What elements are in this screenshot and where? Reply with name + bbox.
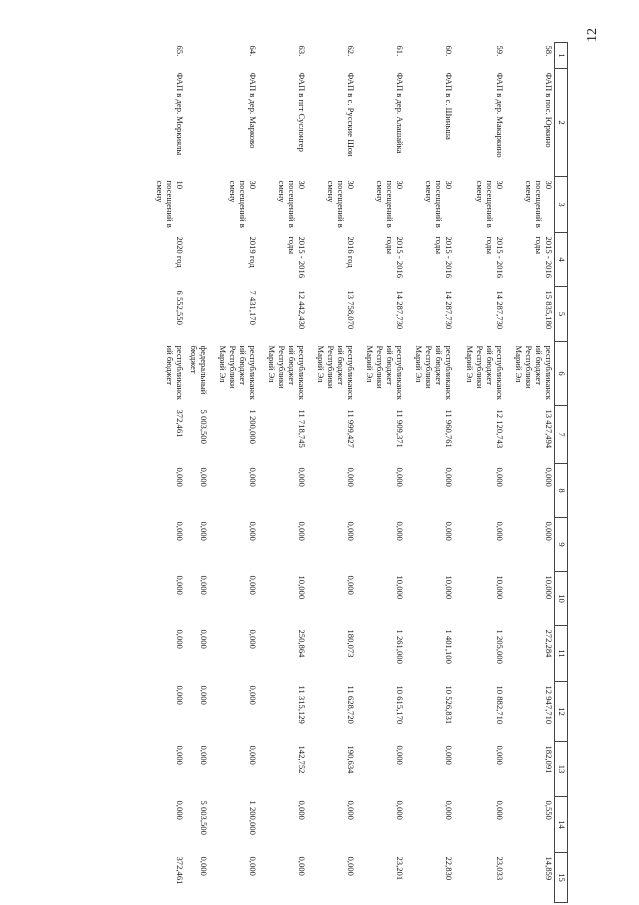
value-col-14: 1 200,000: [248, 800, 258, 835]
table-row: [307, 43, 356, 903]
value-col-8: 0,000: [175, 467, 185, 487]
funding-source: республиканский бюджет Республики Марий Эл: [365, 345, 405, 400]
value-col-12: 0,000: [175, 685, 185, 705]
value-col-7: 11 909,371: [395, 409, 405, 448]
row-number: 65.: [175, 45, 185, 57]
row-number: 64.: [248, 45, 258, 57]
value-col-10: 0,000: [199, 575, 209, 595]
rotated-table-page: [125, 42, 568, 902]
object-name: ФАП в пос. Юркино: [544, 72, 554, 148]
funding-source: республиканский бюджет: [165, 345, 185, 400]
row-number: 58.: [544, 45, 554, 57]
object-name: [185, 69, 209, 177]
value-col-9: 0,000: [395, 521, 405, 541]
value-col-10: 10,000: [495, 575, 505, 600]
value-col-11: 0,000: [175, 629, 185, 649]
object-name: ФАП в с. Русские Шои: [346, 72, 356, 157]
value-col-7: 13 427,494: [544, 409, 554, 449]
funding-source: республиканский бюджет Республики Марий Эл: [465, 345, 505, 400]
funding-source: республиканский бюджет Республики Марий Эл: [514, 345, 554, 400]
value-col-10: 10,000: [544, 575, 554, 600]
estimated-cost: 14 287,730: [495, 290, 505, 330]
value-col-15: 0,000: [297, 856, 307, 876]
value-col-12: 11 315,129: [297, 685, 307, 724]
capacity: 30 посещений в смену: [524, 180, 554, 228]
table-row: [454, 43, 505, 903]
value-col-9: 0,000: [495, 521, 505, 541]
table-body: [154, 43, 567, 903]
value-col-7: 372,461: [175, 409, 185, 438]
estimated-cost: 12 442,430: [297, 290, 307, 330]
table-row: [356, 43, 405, 903]
value-col-11: 1 205,000: [495, 629, 505, 664]
column-number: 11: [555, 626, 568, 682]
row-number: 61.: [395, 45, 405, 57]
capacity: 30 посещений в смену: [424, 180, 454, 228]
funding-source: республиканский бюджет Республики Марий Эл: [267, 345, 307, 400]
value-col-9: 0,000: [199, 521, 209, 541]
value-col-12: 10 526,831: [444, 685, 454, 725]
value-col-9: 0,000: [544, 521, 554, 541]
value-col-9: 0,000: [297, 521, 307, 541]
value-col-11: 250,864: [297, 629, 307, 658]
value-col-9: 0,000: [444, 521, 454, 541]
value-col-14: 0,000: [346, 800, 356, 820]
value-col-8: 0,000: [444, 467, 454, 487]
value-col-9: 0,000: [248, 521, 258, 541]
row-number: [185, 43, 209, 69]
funding-source: республиканский бюджет Республики Марий Эл: [316, 345, 356, 400]
value-col-9: 0,000: [346, 521, 356, 541]
value-col-15: 0,000: [199, 856, 209, 876]
capacity: 10 посещений в смену: [155, 180, 185, 228]
period: 2020 год: [175, 236, 185, 268]
capacity: 30 посещений в смену: [375, 180, 405, 228]
value-col-12: 0,000: [248, 685, 258, 705]
value-col-13: 182,091: [544, 745, 554, 774]
value-col-8: 0,000: [544, 467, 554, 487]
value-col-14: 0,000: [444, 800, 454, 820]
value-col-7: 12 120,743: [495, 409, 505, 449]
column-number-row: [555, 43, 568, 903]
value-col-12: 0,000: [199, 685, 209, 705]
value-col-8: 0,000: [199, 467, 209, 487]
funding-source: федеральный бюджет: [189, 345, 209, 395]
column-number: 12: [555, 682, 568, 742]
value-col-7: 11 999,427: [346, 409, 356, 448]
estimated-cost: [185, 287, 209, 342]
capacity: [185, 177, 209, 233]
value-col-10: 10,000: [444, 575, 454, 600]
value-col-10: 0,000: [346, 575, 356, 595]
column-number: 6: [555, 342, 568, 406]
column-number: 5: [555, 287, 568, 342]
period: [185, 233, 209, 287]
value-col-11: 1 261,000: [395, 629, 405, 664]
value-col-12: 11 628,720: [346, 685, 356, 724]
program-objects-table: [154, 42, 568, 903]
value-col-8: 0,000: [395, 467, 405, 487]
column-number: 7: [555, 406, 568, 464]
column-number: 13: [555, 742, 568, 797]
table-row: [209, 43, 258, 903]
estimated-cost: 6 552,550: [175, 290, 185, 325]
estimated-cost: 14 287,730: [444, 290, 454, 330]
value-col-12: 12 947,710: [544, 685, 554, 725]
value-col-10: 0,000: [248, 575, 258, 595]
value-col-11: 0,000: [248, 629, 258, 649]
value-col-9: 0,000: [175, 521, 185, 541]
page-number-text: 12: [585, 28, 600, 42]
estimated-cost: 14 287,730: [395, 290, 405, 330]
value-col-15: 372,461: [175, 856, 185, 885]
value-col-14: 0,550: [544, 800, 554, 820]
value-col-11: 0,000: [199, 629, 209, 649]
value-col-8: 0,000: [346, 467, 356, 487]
estimated-cost: 7 431,170: [248, 290, 258, 325]
value-col-7: 11 960,761: [444, 409, 454, 448]
row-number: 63.: [297, 45, 307, 57]
value-col-11: 1 401,100: [444, 629, 454, 664]
period: 2015 - 2016 годы: [534, 236, 554, 279]
table-row: [154, 43, 185, 903]
column-number: 15: [555, 853, 568, 903]
period: 2019 год: [248, 236, 258, 268]
row-number: 59.: [495, 45, 505, 57]
capacity: 30 посещений в смену: [277, 180, 307, 228]
value-col-10: 10,000: [297, 575, 307, 600]
value-col-13: 0,000: [495, 745, 505, 765]
value-col-8: 0,000: [248, 467, 258, 487]
column-number: 14: [555, 797, 568, 853]
value-col-7: 5 003,500: [199, 409, 209, 444]
period: 2016 год: [346, 236, 356, 268]
value-col-11: 272,284: [544, 629, 554, 658]
value-col-13: 190,634: [346, 745, 356, 774]
value-col-13: 0,000: [395, 745, 405, 765]
value-col-14: 0,000: [395, 800, 405, 820]
period: 2015 - 2016 годы: [485, 236, 505, 279]
value-col-13: 0,000: [444, 745, 454, 765]
value-col-11: 180,073: [346, 629, 356, 658]
object-name: ФАП в дер. Моркиялы: [175, 72, 185, 156]
object-name: ФАП в дер. Алашайка: [395, 72, 405, 154]
value-col-14: 0,000: [175, 800, 185, 820]
period: 2015 - 2016 годы: [434, 236, 454, 279]
object-name: ФАП в дер. Макаркино: [495, 72, 505, 158]
value-col-13: 0,000: [199, 745, 209, 765]
value-col-15: 14,859: [544, 856, 554, 881]
value-col-8: 0,000: [495, 467, 505, 487]
object-name: ФАП в дер. Марково: [248, 72, 258, 149]
row-number: 60.: [444, 45, 454, 57]
funding-source: республиканский бюджет Республики Марий Эл: [414, 345, 454, 400]
table-row: [185, 43, 209, 903]
value-col-15: 22,830: [444, 856, 454, 881]
value-col-14: 0,000: [297, 800, 307, 820]
column-number: 3: [555, 177, 568, 233]
value-col-10: 10,000: [395, 575, 405, 600]
capacity: 30 посещений в смену: [326, 180, 356, 228]
column-number: 8: [555, 464, 568, 518]
page-number: [581, 20, 605, 50]
period: 2015 - 2016 годы: [287, 236, 307, 279]
value-col-15: 0,000: [248, 856, 258, 876]
value-col-14: 0,000: [495, 800, 505, 820]
value-col-15: 23,201: [395, 856, 405, 881]
column-number: 9: [555, 518, 568, 572]
value-col-13: 142,752: [297, 745, 307, 774]
value-col-8: 0,000: [297, 467, 307, 487]
value-col-15: 23,033: [495, 856, 505, 881]
row-number: 62.: [346, 45, 356, 57]
funding-source: республиканский бюджет Республики Марий Эл: [218, 345, 258, 400]
value-col-15: 0,000: [346, 856, 356, 876]
column-number: 4: [555, 233, 568, 287]
value-col-7: 1 200,000: [248, 409, 258, 444]
estimated-cost: 15 835,180: [544, 290, 554, 330]
value-col-12: 10 615,170: [395, 685, 405, 725]
value-col-7: 11 718,745: [297, 409, 307, 448]
table-row: [505, 43, 555, 903]
value-col-10: 0,000: [175, 575, 185, 595]
table-row: [258, 43, 307, 903]
value-col-12: 10 882,710: [495, 685, 505, 725]
capacity: 30 посещений в смену: [228, 180, 258, 228]
value-col-13: 0,000: [175, 745, 185, 765]
table-row: [405, 43, 454, 903]
value-col-14: 5 003,500: [199, 800, 209, 835]
capacity: 30 посещений в смену: [475, 180, 505, 228]
estimated-cost: 13 758,070: [346, 290, 356, 330]
column-number: 1: [555, 43, 568, 69]
column-number: 2: [555, 69, 568, 177]
period: 2015 - 2016 годы: [385, 236, 405, 279]
value-col-13: 0,000: [248, 745, 258, 765]
object-name: ФАП в пгт Суслонгер: [297, 72, 307, 152]
object-name: ФАП в с. Шиньша: [444, 72, 454, 140]
column-number: 10: [555, 572, 568, 626]
